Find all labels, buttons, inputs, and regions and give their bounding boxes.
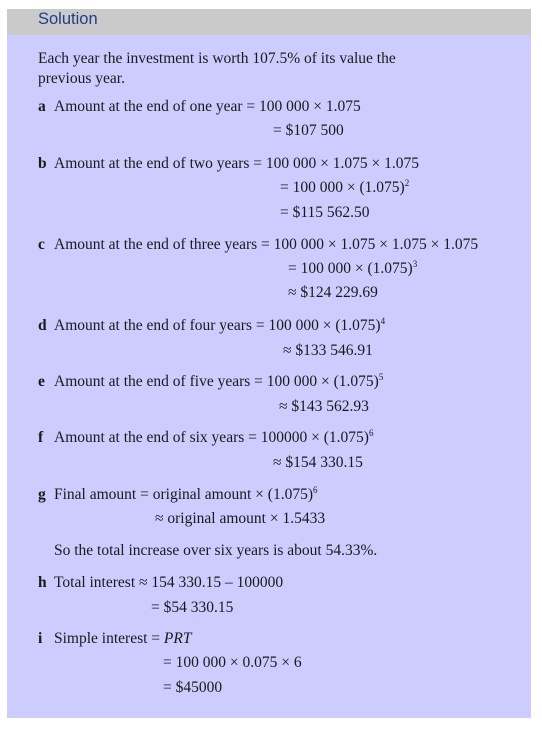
part-h-line-2: = $54 330.15 xyxy=(151,599,234,616)
part-g-line-1: Final amount = original amount × $(1.075)^6$ xyxy=(54,484,318,503)
part-d-letter: d xyxy=(38,317,47,334)
part-i-line-2: = 100 000 × 0.075 × 6 xyxy=(163,654,302,671)
solution-title: Solution xyxy=(38,10,98,28)
part-f-line-2: ≈ $154 330.15 xyxy=(273,454,363,471)
part-h-letter: h xyxy=(38,574,47,591)
part-b-line-2: = 100 $000 \times (1.075)^2$ xyxy=(280,177,410,196)
part-a-line-2: = $107 500 xyxy=(273,122,344,139)
part-d-line-1: Amount at the end of four years = 100 $000 \times (1.075)^4$ xyxy=(54,315,386,334)
part-i-line-1: Simple interest = PRT xyxy=(54,630,192,647)
solution-header xyxy=(7,9,531,35)
part-a-line-1: Amount at the end of one year = 100 000 × 1.075 xyxy=(54,98,361,115)
part-i-letter: i xyxy=(38,630,43,647)
part-c-line-1: Amount at the end of three years = 100 000 × 1.075 × 1.075 × 1.075 xyxy=(54,236,479,253)
part-h-line-1: Total interest ≈ 154 330.15 – 100000 xyxy=(54,574,284,591)
part-g-line-2: ≈ original amount × 1.5433 xyxy=(155,510,326,527)
solution-box xyxy=(7,9,531,718)
part-b-letter: b xyxy=(38,155,47,172)
part-c-letter: c xyxy=(38,236,45,253)
part-a-letter: a xyxy=(38,98,46,115)
part-i-line-3: = $45000 xyxy=(163,679,223,696)
part-b-line-3: = $115 562.50 xyxy=(280,204,370,221)
part-e-line-2: ≈ $143 562.93 xyxy=(279,398,369,415)
part-g-letter: g xyxy=(38,486,46,503)
intro-line-2: previous year. xyxy=(38,70,125,87)
part-f-line-1: Amount at the end of six years = $100000 \times (1.075)^6$ xyxy=(54,427,374,446)
part-c-line-2: = 100 $000 \times (1.075)^3$ xyxy=(288,258,418,277)
part-e-letter: e xyxy=(38,373,45,390)
part-d-line-2: ≈ $133 546.91 xyxy=(283,342,373,359)
part-b-line-1: Amount at the end of two years = 100 000 × 1.075 × 1.075 xyxy=(54,155,420,172)
part-f-letter: f xyxy=(38,429,44,446)
part-e-line-1: Amount at the end of five years = 100 $000 \times (1.075)^5$ xyxy=(54,371,384,390)
part-c-line-3: ≈ $124 229.69 xyxy=(288,284,378,301)
part-g-note: So the total increase over six years is about 54.33%. xyxy=(54,542,378,559)
intro-line-1: Each year the investment is worth 107.5% of its value the xyxy=(38,50,396,67)
